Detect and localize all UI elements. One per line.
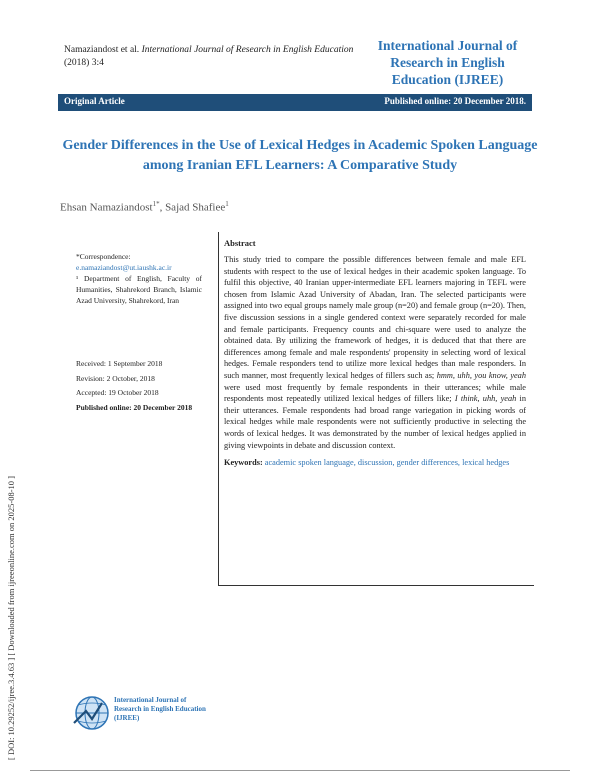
received-date: Received: 1 September 2018 [76,359,163,368]
citation-volume: (2018) 3:4 [64,57,104,68]
keywords-list[interactable]: academic spoken language, discussion, gender differences, lexical hedges [264,458,510,468]
article-type: Original Article [64,96,125,106]
abstract-example: hmm, uhh, you know, yeah [436,370,526,380]
revision-date: Revision: 2 October, 2018 [76,373,155,383]
correspondence-label: *Correspondence: [76,252,131,261]
published-date: Published online: 20 December 2018. [384,96,526,106]
abstract-example: I think, uhh, yeah [454,394,517,404]
journal-logo [72,693,212,733]
running-header [64,44,364,69]
footer-rule [30,770,570,771]
article-type-bar [58,94,532,111]
keywords-label: Keywords: [224,458,263,468]
article-dates [76,358,216,416]
author-list [60,200,229,214]
author-name: Ehsan Namaziandost [60,201,153,214]
author-name: Sajad Shafiee [165,201,226,214]
logo-text: International Journal of Research in English Education (IJREE) [114,696,206,722]
abstract-section [224,238,526,469]
journal-name: International Journal of Research in English Education (IJREE) [377,38,518,87]
abstract-divider-horizontal [218,585,534,586]
abstract-heading: Abstract [224,238,256,248]
sidebar-doi-download: [ DOI: 10.29252/ijree.3.4.63 ] [ Downloaded from ijreeonline.com on 2025-08-10 ] [6,476,16,760]
accepted-date: Accepted: 19 October 2018 [76,388,159,397]
abstract-text: in their utterances. Female respondents had broad range variegation in picking words of lexical hedges while male respondents were not sufficiently productive in selecting the words of lexical hedges. It was demonstrated by the number of lexical hedges applied in giving viewpoints in debate and discussion context. [224,394,526,450]
author-affiliation-mark: 1 [225,200,229,208]
published-online-date: Published online: 20 December 2018 [76,402,193,412]
citation-journal: International Journal of Research in English Education [141,45,354,55]
paper-title: Gender Differences in the Use of Lexical Hedges in Academic Spoken Language among Iranian EFL Learners: A Comparative Study [62,138,538,173]
abstract-divider-vertical [218,232,219,586]
author-separator: , [159,201,166,214]
globe-logo-icon [72,693,112,733]
abstract-text: were used most frequently by female respondents in their utterances; while male respondents most repeatedly utilized lexical hedges of fillers like; [224,382,526,404]
citation-authors: Namaziandost et al. [64,45,140,55]
affiliation: ¹ Department of English, Faculty of Humanities, Shahrekord Branch, Islamic Azad University, Shahrekord, Iran [76,274,202,305]
abstract-text: This study tried to compare the possible differences between female and male EFL students with respect to the use of lexical hedges in their academic spoken language. To fulfil this objective, 40 Iranian upper-intermediate EFL learners majoring in TEFL were chosen from Islamic Azad University of Abadan, Iran. The selected participants were assigned into two equal groups namely male group (n=20) and female group (n=20). Then, five discussion sessions in a single gendered context were separately recorded for male and female participants. Frequency counts and chi-square were used to analyze the obtained data. By utilizing the framework of hedges, it is deduced that that there are differences among female and male respondents' propensity in selecting word of lexical hedges. Female responders tend to utilize more lexical hedges than male responders. In such manner, most frequently lexical hedges of fillers such as; [224,255,526,380]
abstract-body [224,254,526,451]
author-affiliation-mark: 1* [152,200,160,208]
correspondence-email[interactable]: e.namaziandost@ut.iaushk.ac.ir [76,263,172,272]
keywords [224,457,526,469]
correspondence-block [76,251,202,306]
